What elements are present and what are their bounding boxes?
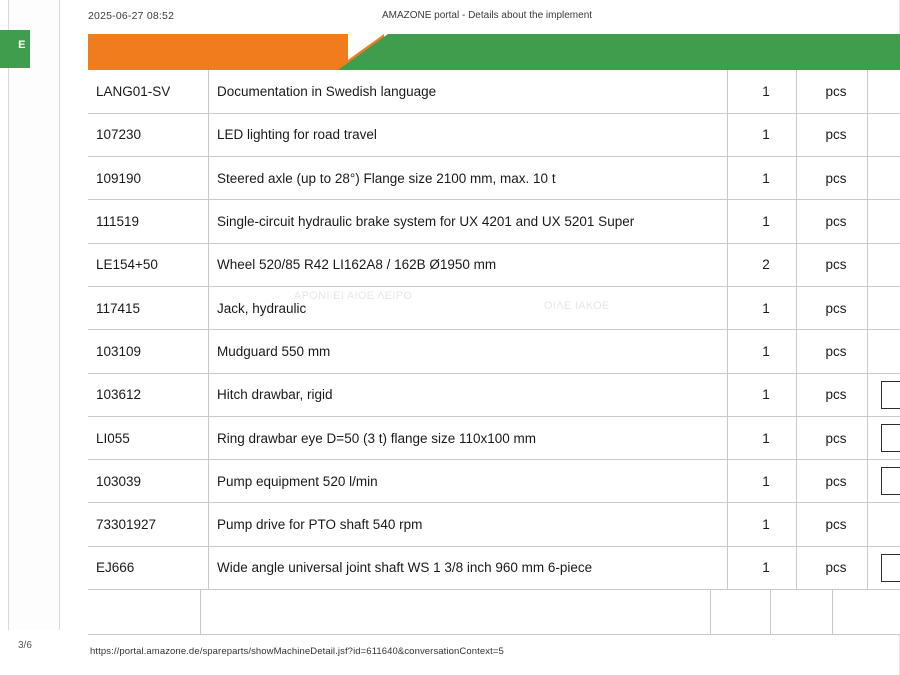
document-header [74, 10, 900, 26]
document-page [74, 0, 900, 675]
row-checkbox[interactable] [881, 467, 900, 495]
table-row [88, 546, 900, 589]
banner-green-block [338, 34, 900, 70]
cell-unit: pcs [797, 113, 868, 156]
cell-description: LED lighting for road travel [209, 113, 728, 156]
parts-table-body [88, 70, 900, 590]
cell-checkbox [868, 546, 900, 589]
cell-quantity: 1 [728, 200, 797, 243]
cell-checkbox [868, 330, 900, 373]
cell-description: Jack, hydraulic [209, 286, 728, 329]
cell-quantity: 1 [728, 460, 797, 503]
table-row [88, 70, 900, 113]
cell-description: Steered axle (up to 28°) Flange size 2100 mm, max. 10 t [209, 157, 728, 200]
document-footer-url: https://portal.amazone.de/spareparts/showMachineDetail.jsf?id=611640&conversationContext=5 [90, 646, 504, 657]
cell-quantity: 1 [728, 286, 797, 329]
cell-checkbox [868, 416, 900, 459]
page-thumbnail[interactable] [8, 0, 60, 630]
cell-quantity: 2 [728, 243, 797, 286]
table-row [88, 286, 900, 329]
cell-part-code: 111519 [88, 200, 209, 243]
cell-checkbox [868, 113, 900, 156]
cell-description: Pump equipment 520 l/min [209, 460, 728, 503]
cell-unit: pcs [797, 70, 868, 113]
brand-banner [88, 34, 900, 70]
cell-part-code: 73301927 [88, 503, 209, 546]
cell-checkbox [868, 157, 900, 200]
page-thumbnail-rail [0, 0, 74, 675]
cell-part-code: 103109 [88, 330, 209, 373]
cell-part-code: 103612 [88, 373, 209, 416]
page-indicator: 3/6 [18, 640, 32, 651]
table-divider [710, 590, 711, 634]
cell-unit: pcs [797, 330, 868, 373]
table-divider [200, 590, 201, 634]
table-row [88, 503, 900, 546]
table-row [88, 330, 900, 373]
cell-checkbox [868, 286, 900, 329]
table-row [88, 157, 900, 200]
cell-unit: pcs [797, 200, 868, 243]
cell-quantity: 1 [728, 546, 797, 589]
parts-table [88, 70, 900, 590]
cell-quantity: 1 [728, 330, 797, 373]
cell-unit: pcs [797, 243, 868, 286]
document-title: AMAZONE portal - Details about the implement [381, 10, 593, 21]
cell-unit: pcs [797, 546, 868, 589]
cell-quantity: 1 [728, 113, 797, 156]
cell-quantity: 1 [728, 416, 797, 459]
cell-part-code: 107230 [88, 113, 209, 156]
cell-checkbox [868, 460, 900, 503]
cell-checkbox [868, 373, 900, 416]
table-divider [770, 590, 771, 634]
section-tab-label: E [18, 39, 26, 51]
cell-unit: pcs [797, 416, 868, 459]
cell-quantity: 1 [728, 70, 797, 113]
cell-checkbox [868, 70, 900, 113]
table-row [88, 243, 900, 286]
table-blank-row [88, 590, 900, 635]
cell-part-code: 117415 [88, 286, 209, 329]
cell-unit: pcs [797, 157, 868, 200]
document-date: 2025-06-27 08:52 [88, 10, 175, 22]
cell-unit: pcs [797, 286, 868, 329]
row-checkbox[interactable] [881, 424, 900, 452]
cell-description: Single-circuit hydraulic brake system for UX 4201 and UX 5201 Super [209, 200, 728, 243]
cell-part-code: EJ666 [88, 546, 209, 589]
cell-quantity: 1 [728, 373, 797, 416]
cell-description: Wide angle universal joint shaft WS 1 3/8 inch 960 mm 6-piece [209, 546, 728, 589]
cell-unit: pcs [797, 460, 868, 503]
table-divider [832, 590, 833, 634]
banner-orange-block [88, 34, 348, 70]
cell-part-code: LI055 [88, 416, 209, 459]
table-row [88, 373, 900, 416]
cell-quantity: 1 [728, 157, 797, 200]
cell-description: Pump drive for PTO shaft 540 rpm [209, 503, 728, 546]
cell-description: Ring drawbar eye D=50 (3 t) flange size 110x100 mm [209, 416, 728, 459]
table-row [88, 416, 900, 459]
cell-description: Documentation in Swedish language [209, 70, 728, 113]
cell-part-code: LE154+50 [88, 243, 209, 286]
row-checkbox[interactable] [881, 381, 900, 409]
cell-quantity: 1 [728, 503, 797, 546]
cell-checkbox [868, 243, 900, 286]
cell-description: Mudguard 550 mm [209, 330, 728, 373]
row-checkbox[interactable] [881, 554, 900, 582]
cell-description: Hitch drawbar, rigid [209, 373, 728, 416]
cell-checkbox [868, 503, 900, 546]
cell-part-code: 103039 [88, 460, 209, 503]
table-row [88, 460, 900, 503]
cell-checkbox [868, 200, 900, 243]
cell-unit: pcs [797, 503, 868, 546]
cell-part-code: 109190 [88, 157, 209, 200]
table-row [88, 200, 900, 243]
section-tab-marker[interactable] [0, 30, 30, 68]
cell-description: Wheel 520/85 R42 LI162A8 / 162B Ø1950 mm [209, 243, 728, 286]
cell-unit: pcs [797, 373, 868, 416]
table-row [88, 113, 900, 156]
cell-part-code: LANG01-SV [88, 70, 209, 113]
